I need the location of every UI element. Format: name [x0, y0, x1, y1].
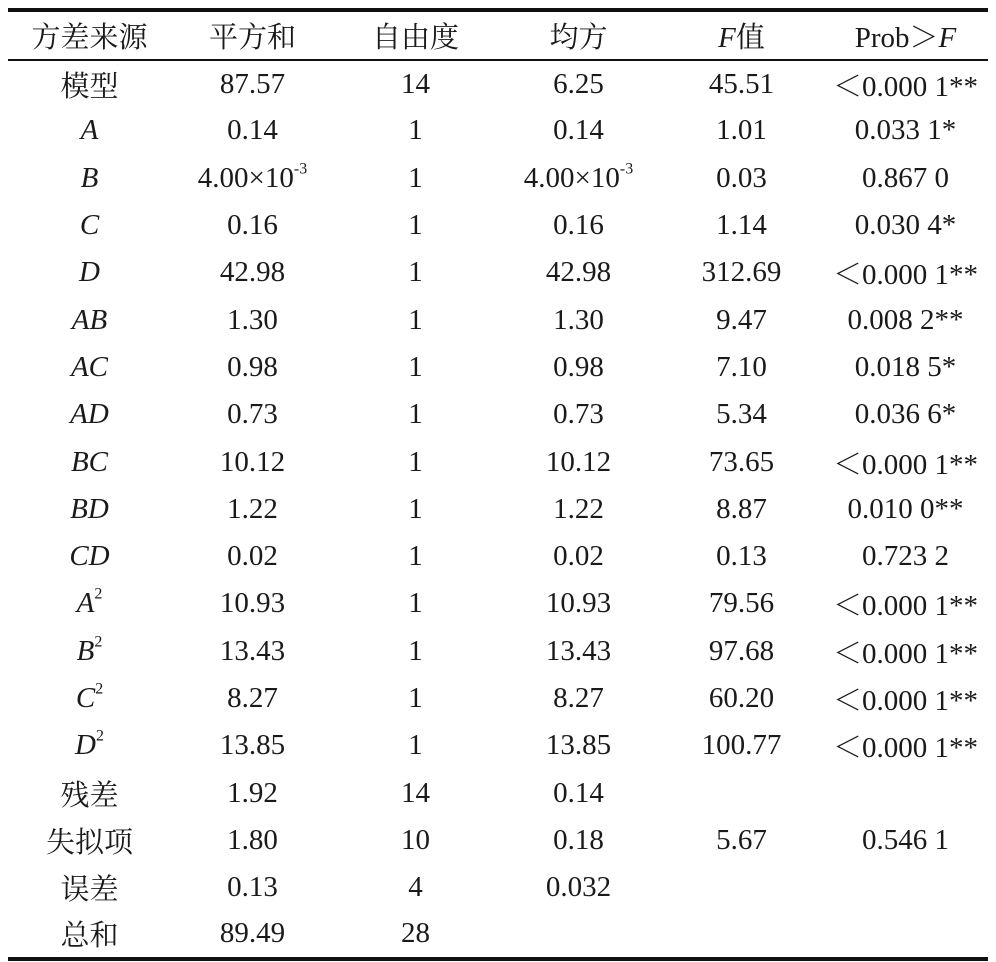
table-row	[8, 202, 988, 249]
cell-degrees-of-freedom: 1	[408, 729, 423, 762]
cell-degrees-of-freedom: 4	[408, 871, 423, 904]
table-row	[8, 580, 988, 627]
cell-source: C	[79, 209, 100, 242]
cell-source: 模型	[60, 70, 119, 103]
cell-source: 总和	[60, 920, 119, 953]
cell-prob-f: 0.723 2	[862, 540, 949, 573]
cell-prob-f: 0.018 5*	[854, 350, 957, 383]
cell-mean-square: 0.18	[553, 823, 604, 856]
table-row	[8, 864, 988, 911]
cell-source: AB	[71, 303, 108, 336]
cell-source: 误差	[60, 874, 119, 907]
table-row	[8, 344, 988, 391]
cell-prob-f: 0.036 6*	[854, 398, 957, 431]
cell-f-value: 100.77	[701, 729, 782, 762]
cell-degrees-of-freedom: 1	[408, 634, 423, 667]
cell-sum-of-squares: 0.02	[227, 540, 278, 573]
table-row	[8, 438, 988, 485]
cell-degrees-of-freedom: 28	[401, 917, 430, 950]
cell-f-value: 0.03	[716, 161, 767, 194]
cell-degrees-of-freedom: 1	[408, 540, 423, 573]
cell-prob-f: ＜0.000 1**	[832, 637, 978, 670]
cell-sum-of-squares: 42.98	[219, 256, 286, 289]
cell-source: AC	[70, 350, 109, 383]
header-degrees-of-freedom: 自由度	[371, 22, 459, 54]
cell-degrees-of-freedom: 10	[401, 823, 430, 856]
table-row	[8, 107, 988, 154]
cell-prob-f: 0.008 2**	[847, 303, 964, 336]
cell-sum-of-squares: 13.85	[219, 729, 286, 762]
table-row	[8, 391, 988, 438]
cell-source: D	[79, 256, 100, 289]
cell-prob-f: ＜0.000 1**	[832, 732, 978, 765]
table-row	[8, 249, 988, 296]
cell-mean-square: 0.16	[553, 209, 604, 242]
cell-mean-square: 13.43	[545, 634, 612, 667]
cell-source: 残差	[60, 779, 119, 812]
cell-sum-of-squares: 1.22	[227, 492, 278, 525]
cell-sum-of-squares: 89.49	[219, 917, 286, 950]
cell-sum-of-squares: 0.14	[227, 114, 278, 147]
cell-source: BC	[70, 445, 109, 478]
table-row	[8, 675, 988, 722]
cell-prob-f: ＜0.000 1**	[832, 448, 978, 481]
cell-degrees-of-freedom: 14	[401, 67, 430, 100]
cell-degrees-of-freedom: 1	[408, 303, 423, 336]
cell-sum-of-squares: 0.73	[227, 398, 278, 431]
table-row	[8, 628, 988, 675]
cell-degrees-of-freedom: 1	[408, 350, 423, 383]
cell-degrees-of-freedom: 1	[408, 398, 423, 431]
header-mean-square: 均方	[549, 22, 608, 54]
cell-f-value	[660, 864, 823, 911]
table-row	[8, 486, 988, 533]
cell-prob-f	[823, 911, 988, 958]
cell-f-value: 7.10	[716, 350, 767, 383]
cell-mean-square	[497, 911, 660, 958]
table-header	[8, 10, 988, 60]
cell-mean-square: 1.30	[553, 303, 604, 336]
cell-mean-square: 0.73	[553, 398, 604, 431]
cell-mean-square: 8.27	[553, 682, 604, 714]
cell-prob-f: ＜0.000 1**	[832, 259, 978, 292]
cell-mean-square: 0.98	[553, 350, 604, 383]
table-row	[8, 533, 988, 580]
cell-mean-square: 0.032	[545, 871, 612, 904]
table-row	[8, 911, 988, 958]
header-prob-f: Prob＞F	[854, 22, 957, 54]
cell-sum-of-squares: $4.00\times 10^{-3}$	[197, 160, 308, 194]
cell-mean-square: 1.22	[553, 492, 604, 525]
cell-prob-f: 0.546 1	[862, 823, 949, 856]
table-body	[8, 60, 988, 959]
cell-mean-square: 0.02	[553, 540, 604, 573]
cell-f-value: 60.20	[708, 682, 775, 714]
cell-f-value: 0.13	[716, 540, 767, 573]
cell-sum-of-squares: 0.13	[227, 871, 278, 904]
cell-degrees-of-freedom: 14	[401, 776, 430, 809]
cell-sum-of-squares: 13.43	[219, 634, 286, 667]
cell-f-value: 9.47	[716, 303, 767, 336]
cell-sum-of-squares: 0.16	[227, 209, 278, 242]
cell-f-value: 8.87	[716, 492, 767, 525]
cell-prob-f: ＜0.000 1**	[832, 70, 978, 103]
cell-mean-square: 0.14	[553, 114, 604, 147]
cell-f-value	[660, 911, 823, 958]
cell-degrees-of-freedom: 1	[408, 114, 423, 147]
cell-prob-f: 0.010 0**	[847, 492, 964, 525]
cell-degrees-of-freedom: 1	[408, 587, 423, 620]
cell-prob-f: 0.033 1*	[854, 114, 957, 147]
header-source: 方差来源	[31, 22, 148, 54]
cell-source: AD	[70, 398, 109, 431]
cell-sum-of-squares: 8.27	[227, 682, 278, 714]
cell-sum-of-squares: 0.98	[227, 350, 278, 383]
cell-source: $B^2$	[76, 633, 103, 667]
cell-sum-of-squares: 1.80	[227, 823, 278, 856]
header-sum-of-squares: 平方和	[208, 22, 296, 54]
cell-sum-of-squares: 87.57	[219, 67, 286, 100]
cell-mean-square: $4.00\times 10^{-3}$	[523, 160, 634, 194]
table-row	[8, 769, 988, 816]
cell-mean-square: 42.98	[545, 256, 612, 289]
cell-f-value: 97.68	[708, 634, 775, 667]
cell-sum-of-squares: 10.12	[219, 445, 286, 478]
cell-degrees-of-freedom: 1	[408, 161, 423, 194]
cell-f-value: 5.34	[716, 398, 767, 431]
table-row	[8, 60, 988, 107]
cell-mean-square: 10.12	[545, 445, 612, 478]
header-row	[8, 10, 988, 60]
cell-source: 失拟项	[45, 826, 133, 859]
cell-degrees-of-freedom: 1	[408, 256, 423, 289]
cell-f-value: 45.51	[708, 67, 775, 100]
header-f-value: F值	[718, 22, 765, 54]
cell-mean-square: 6.25	[553, 67, 604, 100]
cell-prob-f: 0.867 0	[862, 161, 949, 194]
cell-sum-of-squares: 10.93	[219, 587, 286, 620]
cell-f-value: 312.69	[701, 256, 782, 289]
cell-f-value	[660, 769, 823, 816]
cell-f-value: 1.14	[716, 209, 767, 242]
table-row	[8, 722, 988, 769]
cell-source: $A^2$	[76, 585, 103, 620]
cell-degrees-of-freedom: 1	[408, 445, 423, 478]
cell-f-value: 5.67	[716, 823, 767, 856]
cell-source: CD	[69, 540, 110, 573]
cell-prob-f: ＜0.000 1**	[832, 685, 978, 717]
cell-source: $C^2$	[75, 680, 104, 714]
cell-source: BD	[70, 492, 109, 525]
table-row	[8, 155, 988, 202]
cell-source: B	[80, 161, 99, 194]
table-row	[8, 296, 988, 343]
cell-degrees-of-freedom: 1	[408, 492, 423, 525]
cell-prob-f: ＜0.000 1**	[832, 590, 978, 623]
cell-sum-of-squares: 1.30	[227, 303, 278, 336]
cell-degrees-of-freedom: 1	[408, 209, 423, 242]
cell-source: A	[80, 114, 99, 147]
cell-mean-square: 0.14	[553, 776, 604, 809]
cell-sum-of-squares: 1.92	[227, 776, 278, 809]
cell-prob-f	[823, 769, 988, 816]
cell-f-value: 73.65	[708, 445, 775, 478]
anova-table	[8, 8, 988, 961]
cell-source: $D^2$	[75, 727, 104, 762]
cell-f-value: 79.56	[708, 587, 775, 620]
cell-prob-f: 0.030 4*	[854, 209, 957, 242]
table-row	[8, 817, 988, 864]
cell-prob-f	[823, 864, 988, 911]
cell-mean-square: 10.93	[545, 587, 612, 620]
cell-degrees-of-freedom: 1	[408, 682, 423, 714]
cell-f-value: 1.01	[716, 114, 767, 147]
cell-mean-square: 13.85	[545, 729, 612, 762]
